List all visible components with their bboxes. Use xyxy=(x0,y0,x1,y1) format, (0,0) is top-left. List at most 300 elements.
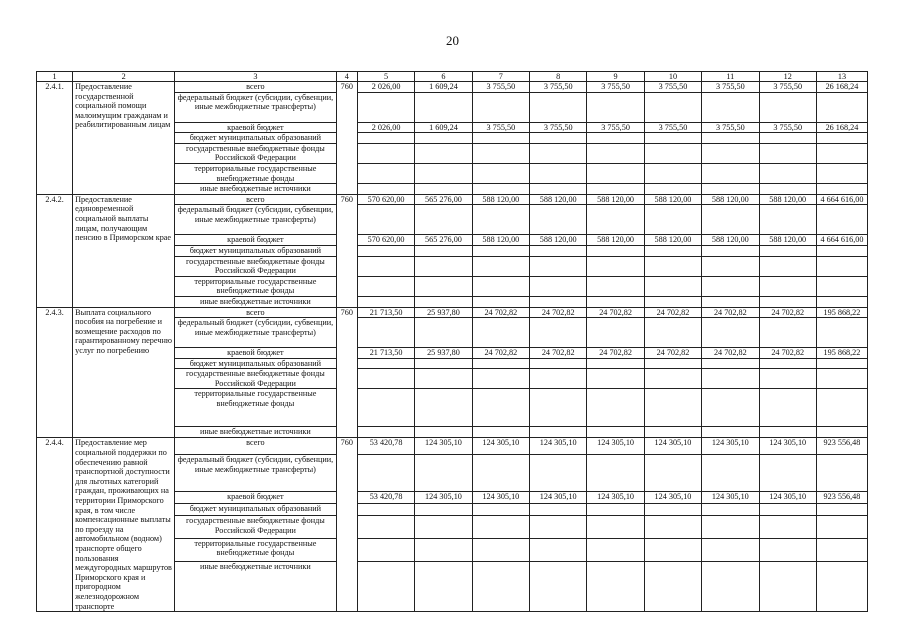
value-cell: 124 305,10 xyxy=(644,438,701,455)
value-cell: 4 664 616,00 xyxy=(816,235,867,246)
empty-cell xyxy=(816,205,867,235)
empty-cell xyxy=(415,205,472,235)
value-cell: 24 702,82 xyxy=(759,348,816,359)
empty-cell xyxy=(702,92,759,122)
empty-cell xyxy=(357,245,414,256)
value-cell: 2 026,00 xyxy=(357,122,414,133)
row-name: Предоставление государственной социальной помощи малоимущим гражданам и реабилитированным лицам xyxy=(73,82,175,195)
empty-cell xyxy=(415,256,472,276)
value-cell: 53 420,78 xyxy=(357,438,414,455)
empty-cell xyxy=(587,143,644,163)
empty-cell xyxy=(587,92,644,122)
empty-cell xyxy=(759,561,816,612)
empty-cell xyxy=(357,184,414,195)
source-cell: иные внебюджетные источники xyxy=(175,296,337,307)
empty-cell xyxy=(472,184,529,195)
row-code: 2.4.1. xyxy=(37,82,73,195)
empty-cell xyxy=(415,538,472,561)
empty-cell xyxy=(644,276,701,296)
empty-cell xyxy=(530,504,587,516)
empty-cell xyxy=(702,245,759,256)
value-cell: 25 937,80 xyxy=(415,348,472,359)
header-cell: 13 xyxy=(816,72,867,82)
empty-cell xyxy=(530,92,587,122)
empty-cell xyxy=(816,276,867,296)
empty-cell xyxy=(587,256,644,276)
header-cell: 2 xyxy=(73,72,175,82)
empty-cell xyxy=(472,163,529,183)
empty-cell xyxy=(415,455,472,492)
value-cell: 588 120,00 xyxy=(644,235,701,246)
empty-cell xyxy=(644,256,701,276)
empty-cell xyxy=(644,455,701,492)
empty-cell xyxy=(816,427,867,438)
header-cell: 9 xyxy=(587,72,644,82)
empty-cell xyxy=(357,133,414,144)
value-cell: 124 305,10 xyxy=(702,438,759,455)
header-row xyxy=(37,72,868,82)
value-cell: 3 755,50 xyxy=(644,122,701,133)
empty-cell xyxy=(415,389,472,427)
value-cell: 53 420,78 xyxy=(357,492,414,504)
empty-cell xyxy=(816,389,867,427)
source-cell: всего xyxy=(175,307,337,318)
value-cell: 24 702,82 xyxy=(644,307,701,318)
table-row xyxy=(37,194,868,205)
empty-cell xyxy=(357,256,414,276)
empty-cell xyxy=(472,92,529,122)
empty-cell xyxy=(472,389,529,427)
row-col4: 760 xyxy=(336,307,357,438)
row-code: 2.4.3. xyxy=(37,307,73,438)
empty-cell xyxy=(472,358,529,369)
source-cell: всего xyxy=(175,194,337,205)
empty-cell xyxy=(357,276,414,296)
source-cell: бюджет муниципальных образований xyxy=(175,358,337,369)
empty-cell xyxy=(415,318,472,348)
empty-cell xyxy=(702,427,759,438)
source-cell: краевой бюджет xyxy=(175,122,337,133)
empty-cell xyxy=(816,561,867,612)
empty-cell xyxy=(472,205,529,235)
empty-cell xyxy=(816,516,867,539)
value-cell: 588 120,00 xyxy=(587,235,644,246)
value-cell: 4 664 616,00 xyxy=(816,194,867,205)
source-cell: всего xyxy=(175,82,337,93)
empty-cell xyxy=(759,318,816,348)
empty-cell xyxy=(702,358,759,369)
empty-cell xyxy=(530,163,587,183)
empty-cell xyxy=(816,163,867,183)
empty-cell xyxy=(644,427,701,438)
value-cell: 588 120,00 xyxy=(472,235,529,246)
empty-cell xyxy=(702,276,759,296)
source-cell: бюджет муниципальных образований xyxy=(175,133,337,144)
source-cell: территориальные государственные внебюджетные фонды xyxy=(175,538,337,561)
empty-cell xyxy=(357,561,414,612)
empty-cell xyxy=(415,427,472,438)
empty-cell xyxy=(702,538,759,561)
empty-cell xyxy=(472,245,529,256)
empty-cell xyxy=(816,143,867,163)
empty-cell xyxy=(357,504,414,516)
empty-cell xyxy=(357,163,414,183)
empty-cell xyxy=(472,455,529,492)
value-cell: 24 702,82 xyxy=(530,307,587,318)
empty-cell xyxy=(759,516,816,539)
source-cell: бюджет муниципальных образований xyxy=(175,504,337,516)
empty-cell xyxy=(357,389,414,427)
value-cell: 588 120,00 xyxy=(702,235,759,246)
empty-cell xyxy=(702,205,759,235)
empty-cell xyxy=(759,163,816,183)
value-cell: 3 755,50 xyxy=(472,82,529,93)
row-col4: 760 xyxy=(336,194,357,307)
empty-cell xyxy=(816,256,867,276)
header-cell: 11 xyxy=(702,72,759,82)
empty-cell xyxy=(587,561,644,612)
empty-cell xyxy=(759,133,816,144)
source-cell: государственные внебюджетные фонды Российской Федерации xyxy=(175,516,337,539)
value-cell: 588 120,00 xyxy=(702,194,759,205)
empty-cell xyxy=(587,427,644,438)
source-cell: всего xyxy=(175,438,337,455)
value-cell: 570 620,00 xyxy=(357,235,414,246)
value-cell: 565 276,00 xyxy=(415,235,472,246)
empty-cell xyxy=(816,318,867,348)
empty-cell xyxy=(415,561,472,612)
value-cell: 923 556,48 xyxy=(816,492,867,504)
value-cell: 124 305,10 xyxy=(587,492,644,504)
budget-table xyxy=(36,71,868,612)
empty-cell xyxy=(816,184,867,195)
empty-cell xyxy=(702,143,759,163)
empty-cell xyxy=(415,296,472,307)
value-cell: 3 755,50 xyxy=(530,82,587,93)
source-cell: иные внебюджетные источники xyxy=(175,184,337,195)
empty-cell xyxy=(644,504,701,516)
value-cell: 24 702,82 xyxy=(587,348,644,359)
header-cell: 5 xyxy=(357,72,414,82)
empty-cell xyxy=(472,369,529,389)
value-cell: 124 305,10 xyxy=(587,438,644,455)
empty-cell xyxy=(472,561,529,612)
empty-cell xyxy=(816,455,867,492)
empty-cell xyxy=(472,276,529,296)
value-cell: 124 305,10 xyxy=(415,492,472,504)
empty-cell xyxy=(357,369,414,389)
value-cell: 124 305,10 xyxy=(530,438,587,455)
empty-cell xyxy=(587,455,644,492)
header-cell: 12 xyxy=(759,72,816,82)
empty-cell xyxy=(415,163,472,183)
source-cell: территориальные государственные внебюджетные фонды xyxy=(175,276,337,296)
empty-cell xyxy=(759,245,816,256)
value-cell: 3 755,50 xyxy=(759,122,816,133)
empty-cell xyxy=(415,516,472,539)
empty-cell xyxy=(530,318,587,348)
empty-cell xyxy=(530,133,587,144)
empty-cell xyxy=(472,318,529,348)
empty-cell xyxy=(587,538,644,561)
empty-cell xyxy=(357,427,414,438)
empty-cell xyxy=(530,296,587,307)
row-name: Предоставление единовременной социальной выплаты лицам, получающим пенсию в Приморском крае xyxy=(73,194,175,307)
empty-cell xyxy=(702,516,759,539)
empty-cell xyxy=(472,538,529,561)
empty-cell xyxy=(702,184,759,195)
empty-cell xyxy=(816,538,867,561)
empty-cell xyxy=(759,504,816,516)
value-cell: 124 305,10 xyxy=(530,492,587,504)
source-cell: иные внебюджетные источники xyxy=(175,427,337,438)
source-cell: краевой бюджет xyxy=(175,492,337,504)
value-cell: 588 120,00 xyxy=(644,194,701,205)
value-cell: 923 556,48 xyxy=(816,438,867,455)
empty-cell xyxy=(644,133,701,144)
source-cell: федеральный бюджет (субсидии, субвенции, иные межбюджетные трансферты) xyxy=(175,205,337,235)
empty-cell xyxy=(644,358,701,369)
empty-cell xyxy=(644,143,701,163)
header-cell: 6 xyxy=(415,72,472,82)
empty-cell xyxy=(644,538,701,561)
empty-cell xyxy=(587,276,644,296)
empty-cell xyxy=(587,504,644,516)
empty-cell xyxy=(759,389,816,427)
value-cell: 25 937,80 xyxy=(415,307,472,318)
row-name: Выплата социального пособия на погребение и возмещение расходов по гарантированному перечню услуг по погребению xyxy=(73,307,175,438)
source-cell: территориальные государственные внебюджетные фонды xyxy=(175,389,337,427)
empty-cell xyxy=(816,245,867,256)
value-cell: 588 120,00 xyxy=(759,194,816,205)
value-cell: 21 713,50 xyxy=(357,307,414,318)
value-cell: 195 868,22 xyxy=(816,307,867,318)
value-cell: 3 755,50 xyxy=(702,122,759,133)
empty-cell xyxy=(644,184,701,195)
header-cell: 8 xyxy=(530,72,587,82)
empty-cell xyxy=(644,561,701,612)
value-cell: 124 305,10 xyxy=(472,492,529,504)
empty-cell xyxy=(587,318,644,348)
value-cell: 124 305,10 xyxy=(472,438,529,455)
header-cell: 10 xyxy=(644,72,701,82)
value-cell: 565 276,00 xyxy=(415,194,472,205)
source-cell: федеральный бюджет (субсидии, субвенции, иные межбюджетные трансферты) xyxy=(175,455,337,492)
value-cell: 588 120,00 xyxy=(759,235,816,246)
empty-cell xyxy=(530,184,587,195)
empty-cell xyxy=(816,133,867,144)
empty-cell xyxy=(415,133,472,144)
empty-cell xyxy=(644,163,701,183)
empty-cell xyxy=(357,296,414,307)
empty-cell xyxy=(530,561,587,612)
empty-cell xyxy=(587,296,644,307)
empty-cell xyxy=(644,318,701,348)
empty-cell xyxy=(357,538,414,561)
source-cell: государственные внебюджетные фонды Российской Федерации xyxy=(175,369,337,389)
empty-cell xyxy=(530,516,587,539)
empty-cell xyxy=(816,358,867,369)
empty-cell xyxy=(702,296,759,307)
empty-cell xyxy=(644,369,701,389)
empty-cell xyxy=(702,256,759,276)
empty-cell xyxy=(759,184,816,195)
source-cell: государственные внебюджетные фонды Российской Федерации xyxy=(175,256,337,276)
source-cell: государственные внебюджетные фонды Российской Федерации xyxy=(175,143,337,163)
value-cell: 3 755,50 xyxy=(587,82,644,93)
empty-cell xyxy=(415,184,472,195)
row-col4: 760 xyxy=(336,82,357,195)
value-cell: 24 702,82 xyxy=(472,307,529,318)
header-cell: 3 xyxy=(175,72,337,82)
value-cell: 24 702,82 xyxy=(644,348,701,359)
value-cell: 3 755,50 xyxy=(530,122,587,133)
source-cell: краевой бюджет xyxy=(175,348,337,359)
value-cell: 588 120,00 xyxy=(587,194,644,205)
value-cell: 24 702,82 xyxy=(702,348,759,359)
empty-cell xyxy=(530,455,587,492)
source-cell: федеральный бюджет (субсидии, субвенции, иные межбюджетные трансферты) xyxy=(175,92,337,122)
empty-cell xyxy=(357,143,414,163)
empty-cell xyxy=(472,427,529,438)
empty-cell xyxy=(644,205,701,235)
empty-cell xyxy=(587,133,644,144)
value-cell: 3 755,50 xyxy=(644,82,701,93)
empty-cell xyxy=(472,143,529,163)
empty-cell xyxy=(587,516,644,539)
empty-cell xyxy=(357,318,414,348)
empty-cell xyxy=(357,516,414,539)
empty-cell xyxy=(759,205,816,235)
empty-cell xyxy=(415,245,472,256)
empty-cell xyxy=(587,358,644,369)
empty-cell xyxy=(415,143,472,163)
value-cell: 3 755,50 xyxy=(472,122,529,133)
empty-cell xyxy=(587,389,644,427)
value-cell: 3 755,50 xyxy=(587,122,644,133)
empty-cell xyxy=(357,92,414,122)
empty-cell xyxy=(702,389,759,427)
value-cell: 195 868,22 xyxy=(816,348,867,359)
table-row xyxy=(37,438,868,455)
value-cell: 1 609,24 xyxy=(415,82,472,93)
empty-cell xyxy=(415,358,472,369)
empty-cell xyxy=(587,369,644,389)
empty-cell xyxy=(415,276,472,296)
empty-cell xyxy=(530,143,587,163)
empty-cell xyxy=(530,276,587,296)
empty-cell xyxy=(530,389,587,427)
empty-cell xyxy=(530,427,587,438)
empty-cell xyxy=(759,427,816,438)
empty-cell xyxy=(587,205,644,235)
row-name: Предоставление мер социальной поддержки по обеспечению равной транспортной доступности для льготных категорий граждан, проживающих на территории Приморского края, в том числе компенсационные выплаты по проезду на автомобильном (водном) транспорте общего пользования междугородных маршрутов Приморского края и пригородном железнодорожном транспорте xyxy=(73,438,175,612)
row-col4: 760 xyxy=(336,438,357,612)
empty-cell xyxy=(530,256,587,276)
empty-cell xyxy=(530,538,587,561)
page-number: 20 xyxy=(446,33,459,48)
empty-cell xyxy=(702,504,759,516)
empty-cell xyxy=(530,369,587,389)
empty-cell xyxy=(415,369,472,389)
value-cell: 2 026,00 xyxy=(357,82,414,93)
value-cell: 124 305,10 xyxy=(702,492,759,504)
empty-cell xyxy=(702,133,759,144)
empty-cell xyxy=(587,184,644,195)
value-cell: 124 305,10 xyxy=(415,438,472,455)
empty-cell xyxy=(644,389,701,427)
empty-cell xyxy=(530,245,587,256)
empty-cell xyxy=(357,205,414,235)
empty-cell xyxy=(587,163,644,183)
value-cell: 24 702,82 xyxy=(759,307,816,318)
empty-cell xyxy=(357,455,414,492)
value-cell: 24 702,82 xyxy=(702,307,759,318)
empty-cell xyxy=(644,296,701,307)
empty-cell xyxy=(816,369,867,389)
empty-cell xyxy=(702,163,759,183)
empty-cell xyxy=(472,133,529,144)
empty-cell xyxy=(759,358,816,369)
value-cell: 588 120,00 xyxy=(530,235,587,246)
value-cell: 588 120,00 xyxy=(472,194,529,205)
empty-cell xyxy=(472,296,529,307)
empty-cell xyxy=(472,504,529,516)
empty-cell xyxy=(759,369,816,389)
value-cell: 3 755,50 xyxy=(702,82,759,93)
value-cell: 570 620,00 xyxy=(357,194,414,205)
empty-cell xyxy=(759,538,816,561)
empty-cell xyxy=(357,358,414,369)
value-cell: 24 702,82 xyxy=(530,348,587,359)
table-row xyxy=(37,307,868,318)
value-cell: 124 305,10 xyxy=(644,492,701,504)
empty-cell xyxy=(415,92,472,122)
value-cell: 24 702,82 xyxy=(472,348,529,359)
value-cell: 26 168,24 xyxy=(816,82,867,93)
empty-cell xyxy=(816,296,867,307)
empty-cell xyxy=(644,516,701,539)
empty-cell xyxy=(644,92,701,122)
value-cell: 1 609,24 xyxy=(415,122,472,133)
empty-cell xyxy=(759,455,816,492)
source-cell: территориальные государственные внебюджетные фонды xyxy=(175,163,337,183)
empty-cell xyxy=(816,92,867,122)
source-cell: краевой бюджет xyxy=(175,235,337,246)
empty-cell xyxy=(587,245,644,256)
empty-cell xyxy=(702,318,759,348)
empty-cell xyxy=(644,245,701,256)
value-cell: 3 755,50 xyxy=(759,82,816,93)
header-cell: 4 xyxy=(336,72,357,82)
source-cell: бюджет муниципальных образований xyxy=(175,245,337,256)
value-cell: 588 120,00 xyxy=(530,194,587,205)
value-cell: 24 702,82 xyxy=(587,307,644,318)
empty-cell xyxy=(759,256,816,276)
empty-cell xyxy=(759,143,816,163)
empty-cell xyxy=(702,369,759,389)
value-cell: 26 168,24 xyxy=(816,122,867,133)
empty-cell xyxy=(816,504,867,516)
value-cell: 124 305,10 xyxy=(759,492,816,504)
empty-cell xyxy=(472,516,529,539)
row-code: 2.4.4. xyxy=(37,438,73,612)
empty-cell xyxy=(415,504,472,516)
source-cell: иные внебюджетные источники xyxy=(175,561,337,612)
empty-cell xyxy=(702,455,759,492)
table-row xyxy=(37,82,868,93)
empty-cell xyxy=(530,358,587,369)
